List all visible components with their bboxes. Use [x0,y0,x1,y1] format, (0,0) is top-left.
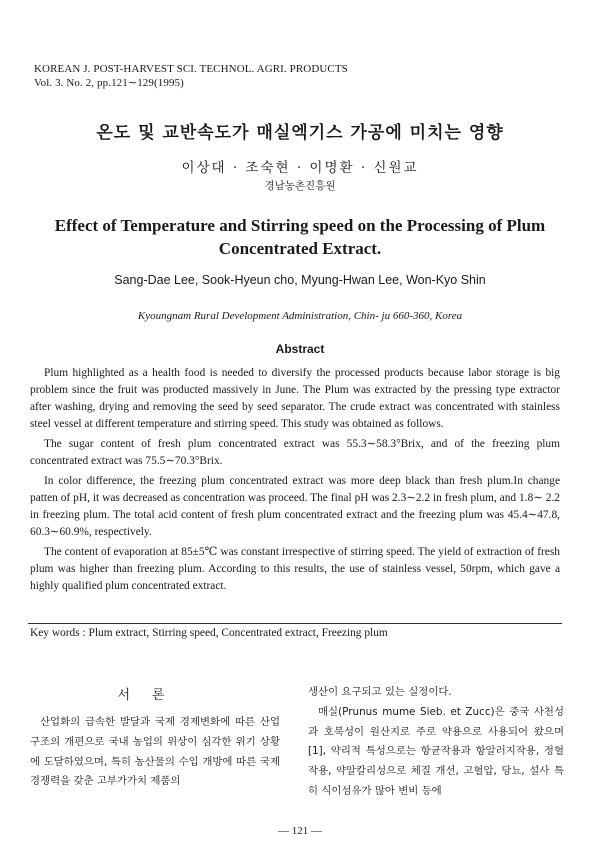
section-heading: 서론 [117,688,187,703]
english-institution: Kyoungnam Rural Development Administration, Chin- ju 660-360, Korea [137,310,463,322]
keywords: Key words : Plum extract, Stirring speed, Concentrated extract, Freezing plum [30,627,388,639]
korean-authors: 이상대 · 조숙현 · 이명환 · 신원교 [181,160,419,176]
abstract-body [30,365,560,598]
abstract-heading: Abstract [275,342,325,356]
abstract-paragraph: The content of evaporation at 85±5℃ was constant irrespective of stirring speed. The yield of extraction of fresh plum was higher than freezing plum. According to this results, the use of stainless vessel, 50rpm, which gave a highly qualified plum concentrated extract. [30,546,560,592]
abstract-paragraph: In color difference, the freezing plum concentrated extract was more deep black than fresh plum.In change patten of pH, it was decreased as concentration was proceed. The final pH was 2.3∼2.2 in fresh plum, and 1.8∼ 2.2 in freezing plum. The total acid content of fresh plum concentrated extract and the freezing plum was 45.4∼47.8, 60.3∼60.9%, respectively. [30,475,560,538]
body-paragraph: 매실(Prunus mume Sieb. et Zucc)은 중국 사천성과 호북성이 원산지로 주로 약용으로 사용되어 왔으며[1], 약리적 특성으로는 항균작용과 항알러지작용, 정혈작용, 약알칼리성으로 체질 개선, 고혈압, 당뇨, 설사 특히 식이섬유가 많아 변비 등에 [308,705,564,797]
journal-name: KOREAN J. POST-HARVEST SCI. TECHNOL. AGRI. PRODUCTS [34,63,348,75]
body-paragraph: 산업화의 급속한 발달과 국제 경제변화에 따른 산업구조의 개편으로 국내 농업의 위상이 심각한 위기 상황에 도달하였으며, 특히 농산물의 수입 개방에 따른 국제 경쟁력을 갖춘 고부가가치 제품의 [30,716,280,788]
journal-header [34,62,348,90]
page-number: — 121 — [278,825,322,837]
journal-volume: Vol. 3. No. 2, pp.121∼129(1995) [34,77,184,89]
divider [28,623,562,624]
korean-title: 온도 및 교반속도가 매실엑기스 가공에 미치는 영향 [96,123,504,143]
english-authors: Sang-Dae Lee, Sook-Hyeun cho, Myung-Hwan Lee, Won-Kyo Shin [114,273,486,287]
body-right-column [308,683,564,802]
abstract-paragraph: Plum highlighted as a health food is needed to diversify the processed products because labor storage is big problem since the fruit was producted massively in June. The Plum was extracted by the pressing type extractor after washing, drying and removing the seed by seed separator. The crude extract was concentrated with stainless steel vessel at different temperature and stirring speed. This study was obtained as follows. [30,367,560,430]
english-title: Effect of Temperature and Stirring speed on the Processing of Plum Concentrated Extract. [54,216,546,258]
korean-institution: 경남농촌진흥원 [264,180,336,192]
abstract-paragraph: The sugar content of fresh plum concentrated extract was 55.3∼58.3°Brix, and of the freezing plum concentrated extract was 75.5∼70.3°Brix. [30,438,560,467]
body-line: 생산이 요구되고 있는 실정이다. [308,686,452,698]
body-left-column [30,713,280,792]
